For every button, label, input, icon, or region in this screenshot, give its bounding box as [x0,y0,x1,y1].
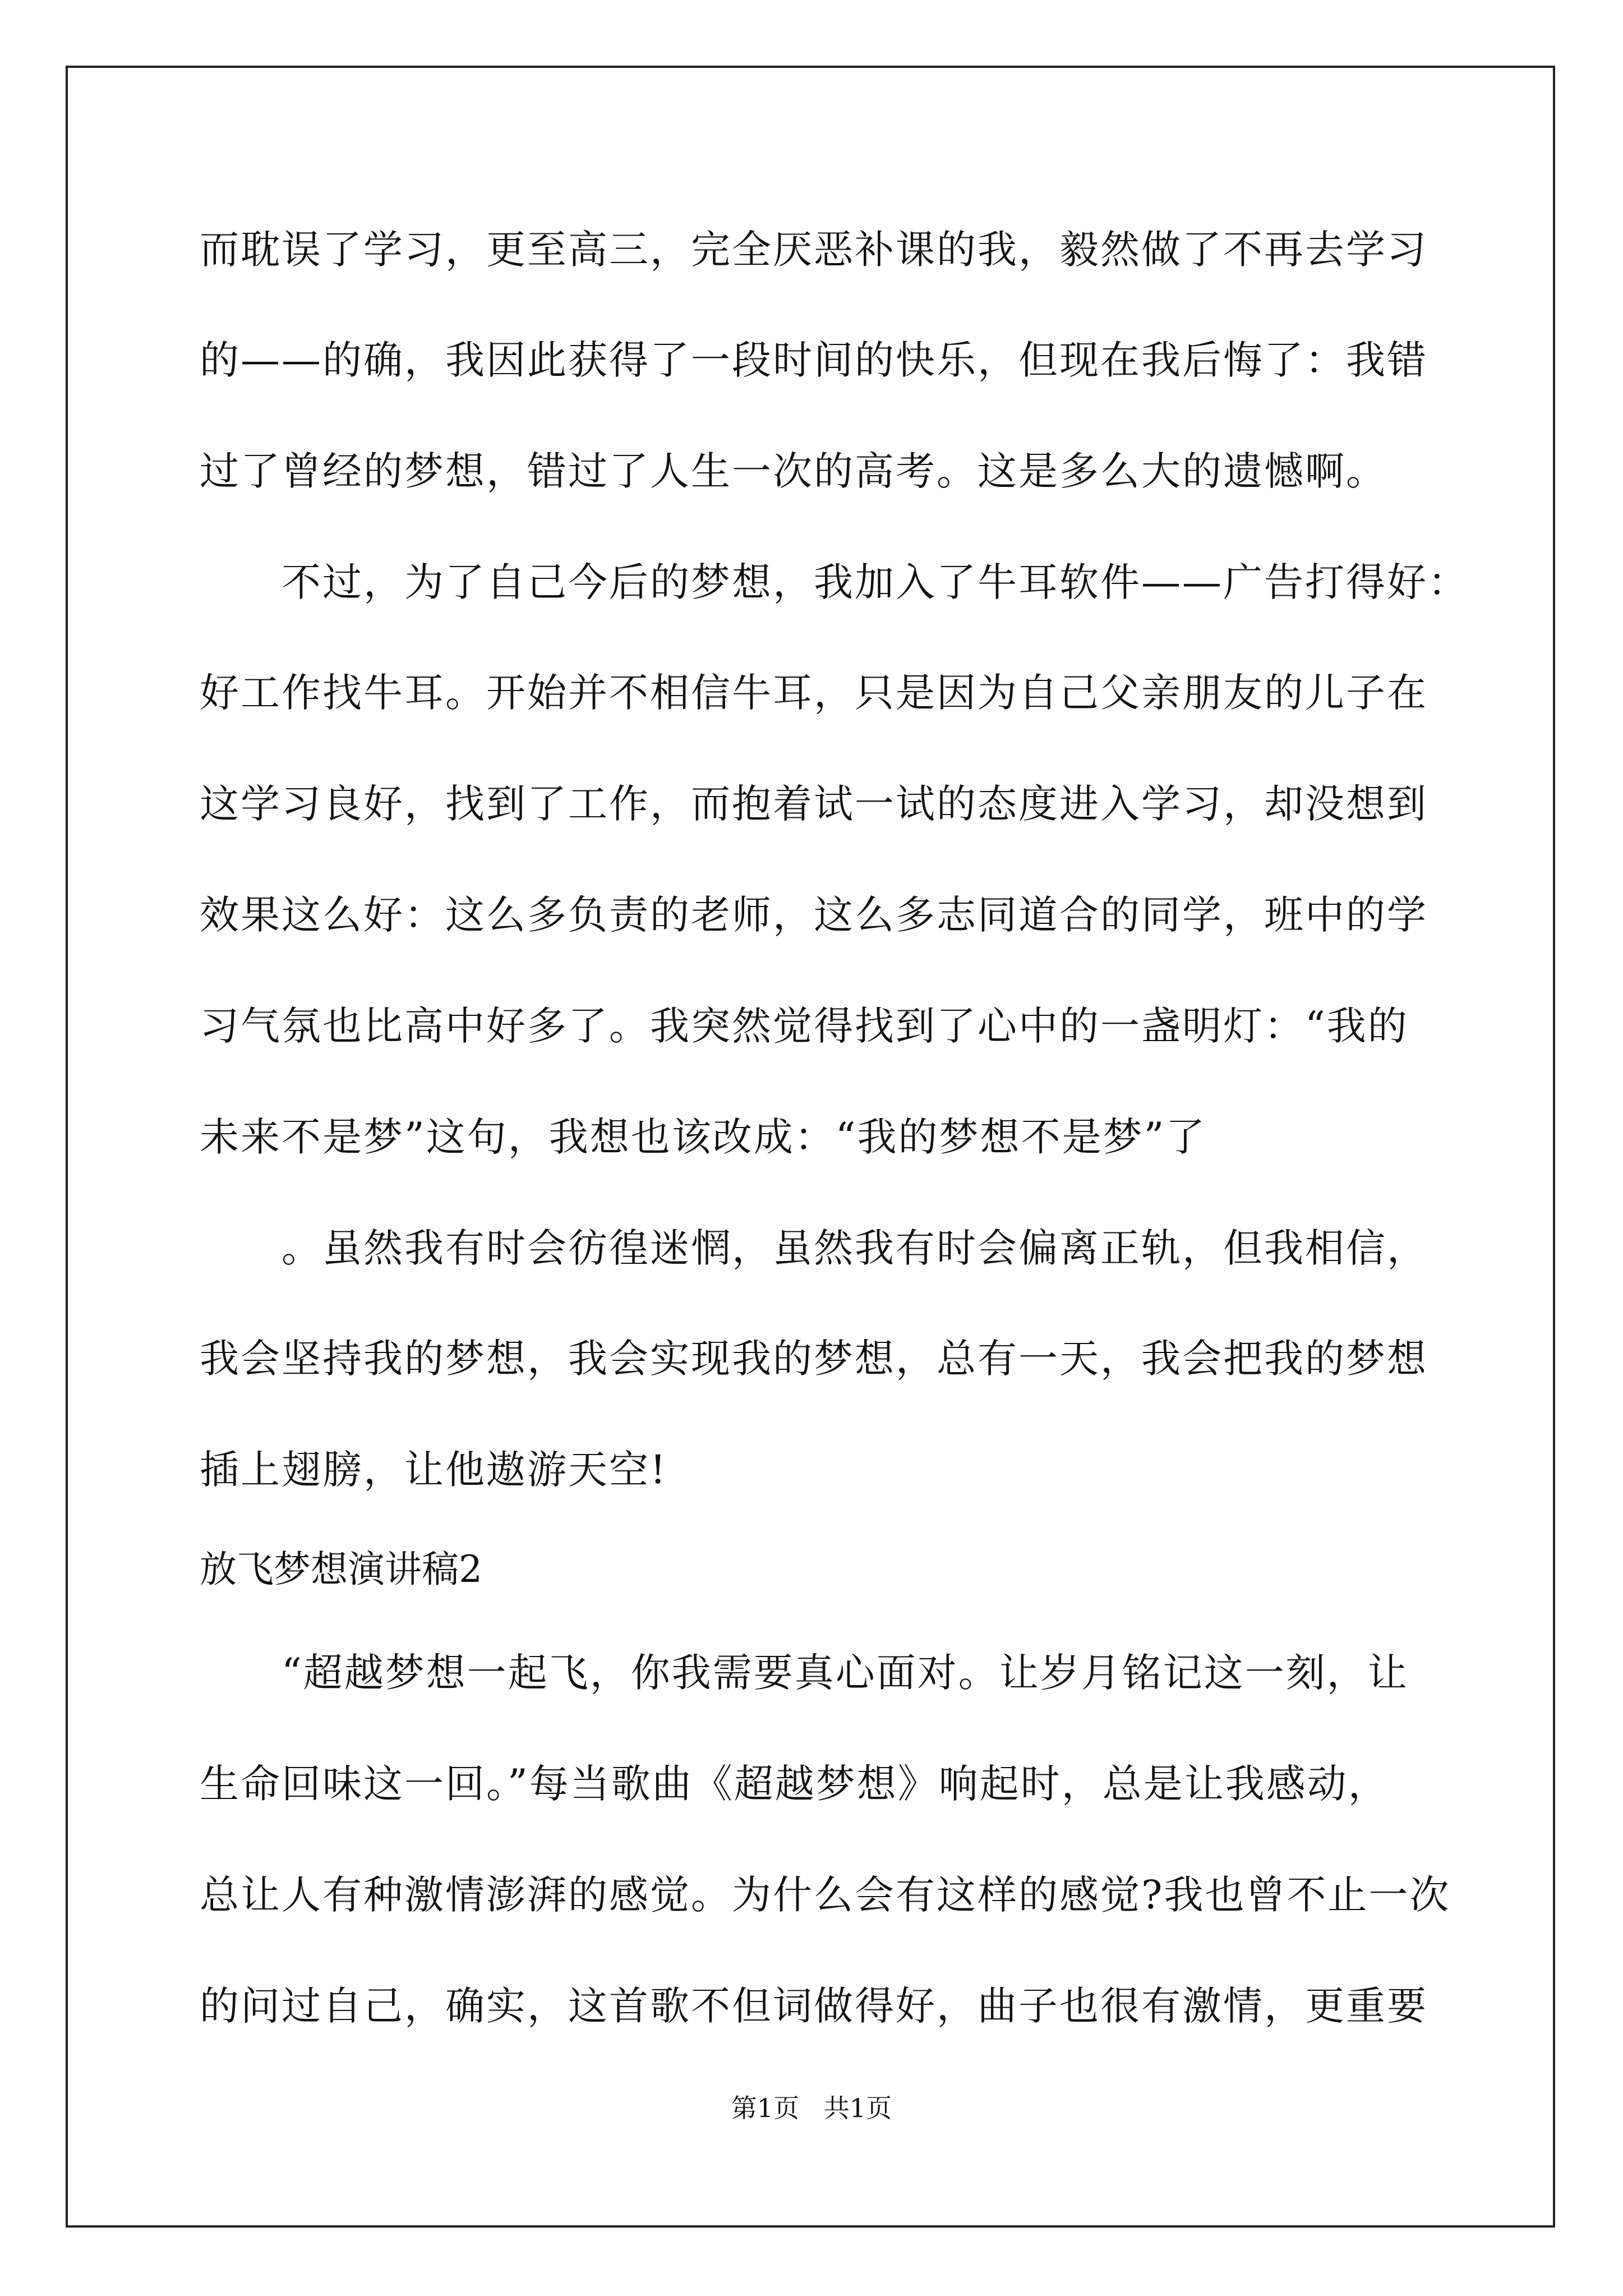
paragraph-line: 效果这么好：这么多负责的老师，这么多志同道合的同学，班中的学 [200,892,1428,938]
paragraph-line: 未来不是梦”这句，我想也该改成：“我的梦想不是梦”了 [200,1114,1207,1160]
paragraph-line: 我会坚持我的梦想，我会实现我的梦想，总有一天，我会把我的梦想 [200,1336,1428,1382]
paragraph-line: “超越梦想一起飞，你我需要真心面对。让岁月铭记这一刻，让 [282,1650,1409,1696]
paragraph-line: 插上翅膀，让他遨游天空! [200,1447,668,1493]
paragraph-line: 不过，为了自己今后的梦想，我加入了牛耳软件——广告打得好： [282,559,1469,605]
paragraph-line: 而耽误了学习，更至高三，完全厌恶补课的我，毅然做了不再去学习 [200,227,1428,273]
paragraph-line: 总让人有种激情澎湃的感觉。为什么会有这样的感觉?我也曾不止一次 [200,1872,1451,1918]
paragraph-line: 的——的确，我因此获得了一段时间的快乐，但现在我后悔了：我错 [200,337,1428,383]
paragraph-line: 好工作找牛耳。开始并不相信牛耳，只是因为自己父亲朋友的儿子在 [200,670,1428,716]
paragraph-line: 过了曾经的梦想，错过了人生一次的高考。这是多么大的遗憾啊。 [200,448,1387,494]
paragraph-line: 生命回味这一回。”每当歌曲《超越梦想》响起时，总是让我感动， [200,1761,1389,1807]
paragraph-line: 的问过自己，确实，这首歌不但词做得好，曲子也很有激情，更重要 [200,1983,1428,2029]
paragraph-line: 。虽然我有时会彷徨迷惘，虽然我有时会偏离正轨，但我相信， [282,1225,1428,1271]
page-number-footer: 第1页 共1页 [731,2093,892,2123]
paragraph-line: 习气氛也比高中好多了。我突然觉得找到了心中的一盏明灯：“我的 [200,1003,1409,1049]
paragraph-line: 这学习良好，找到了工作，而抱着试一试的态度进入学习，却没想到 [200,781,1428,827]
section-title: 放飞梦想演讲稿2 [200,1548,482,1591]
